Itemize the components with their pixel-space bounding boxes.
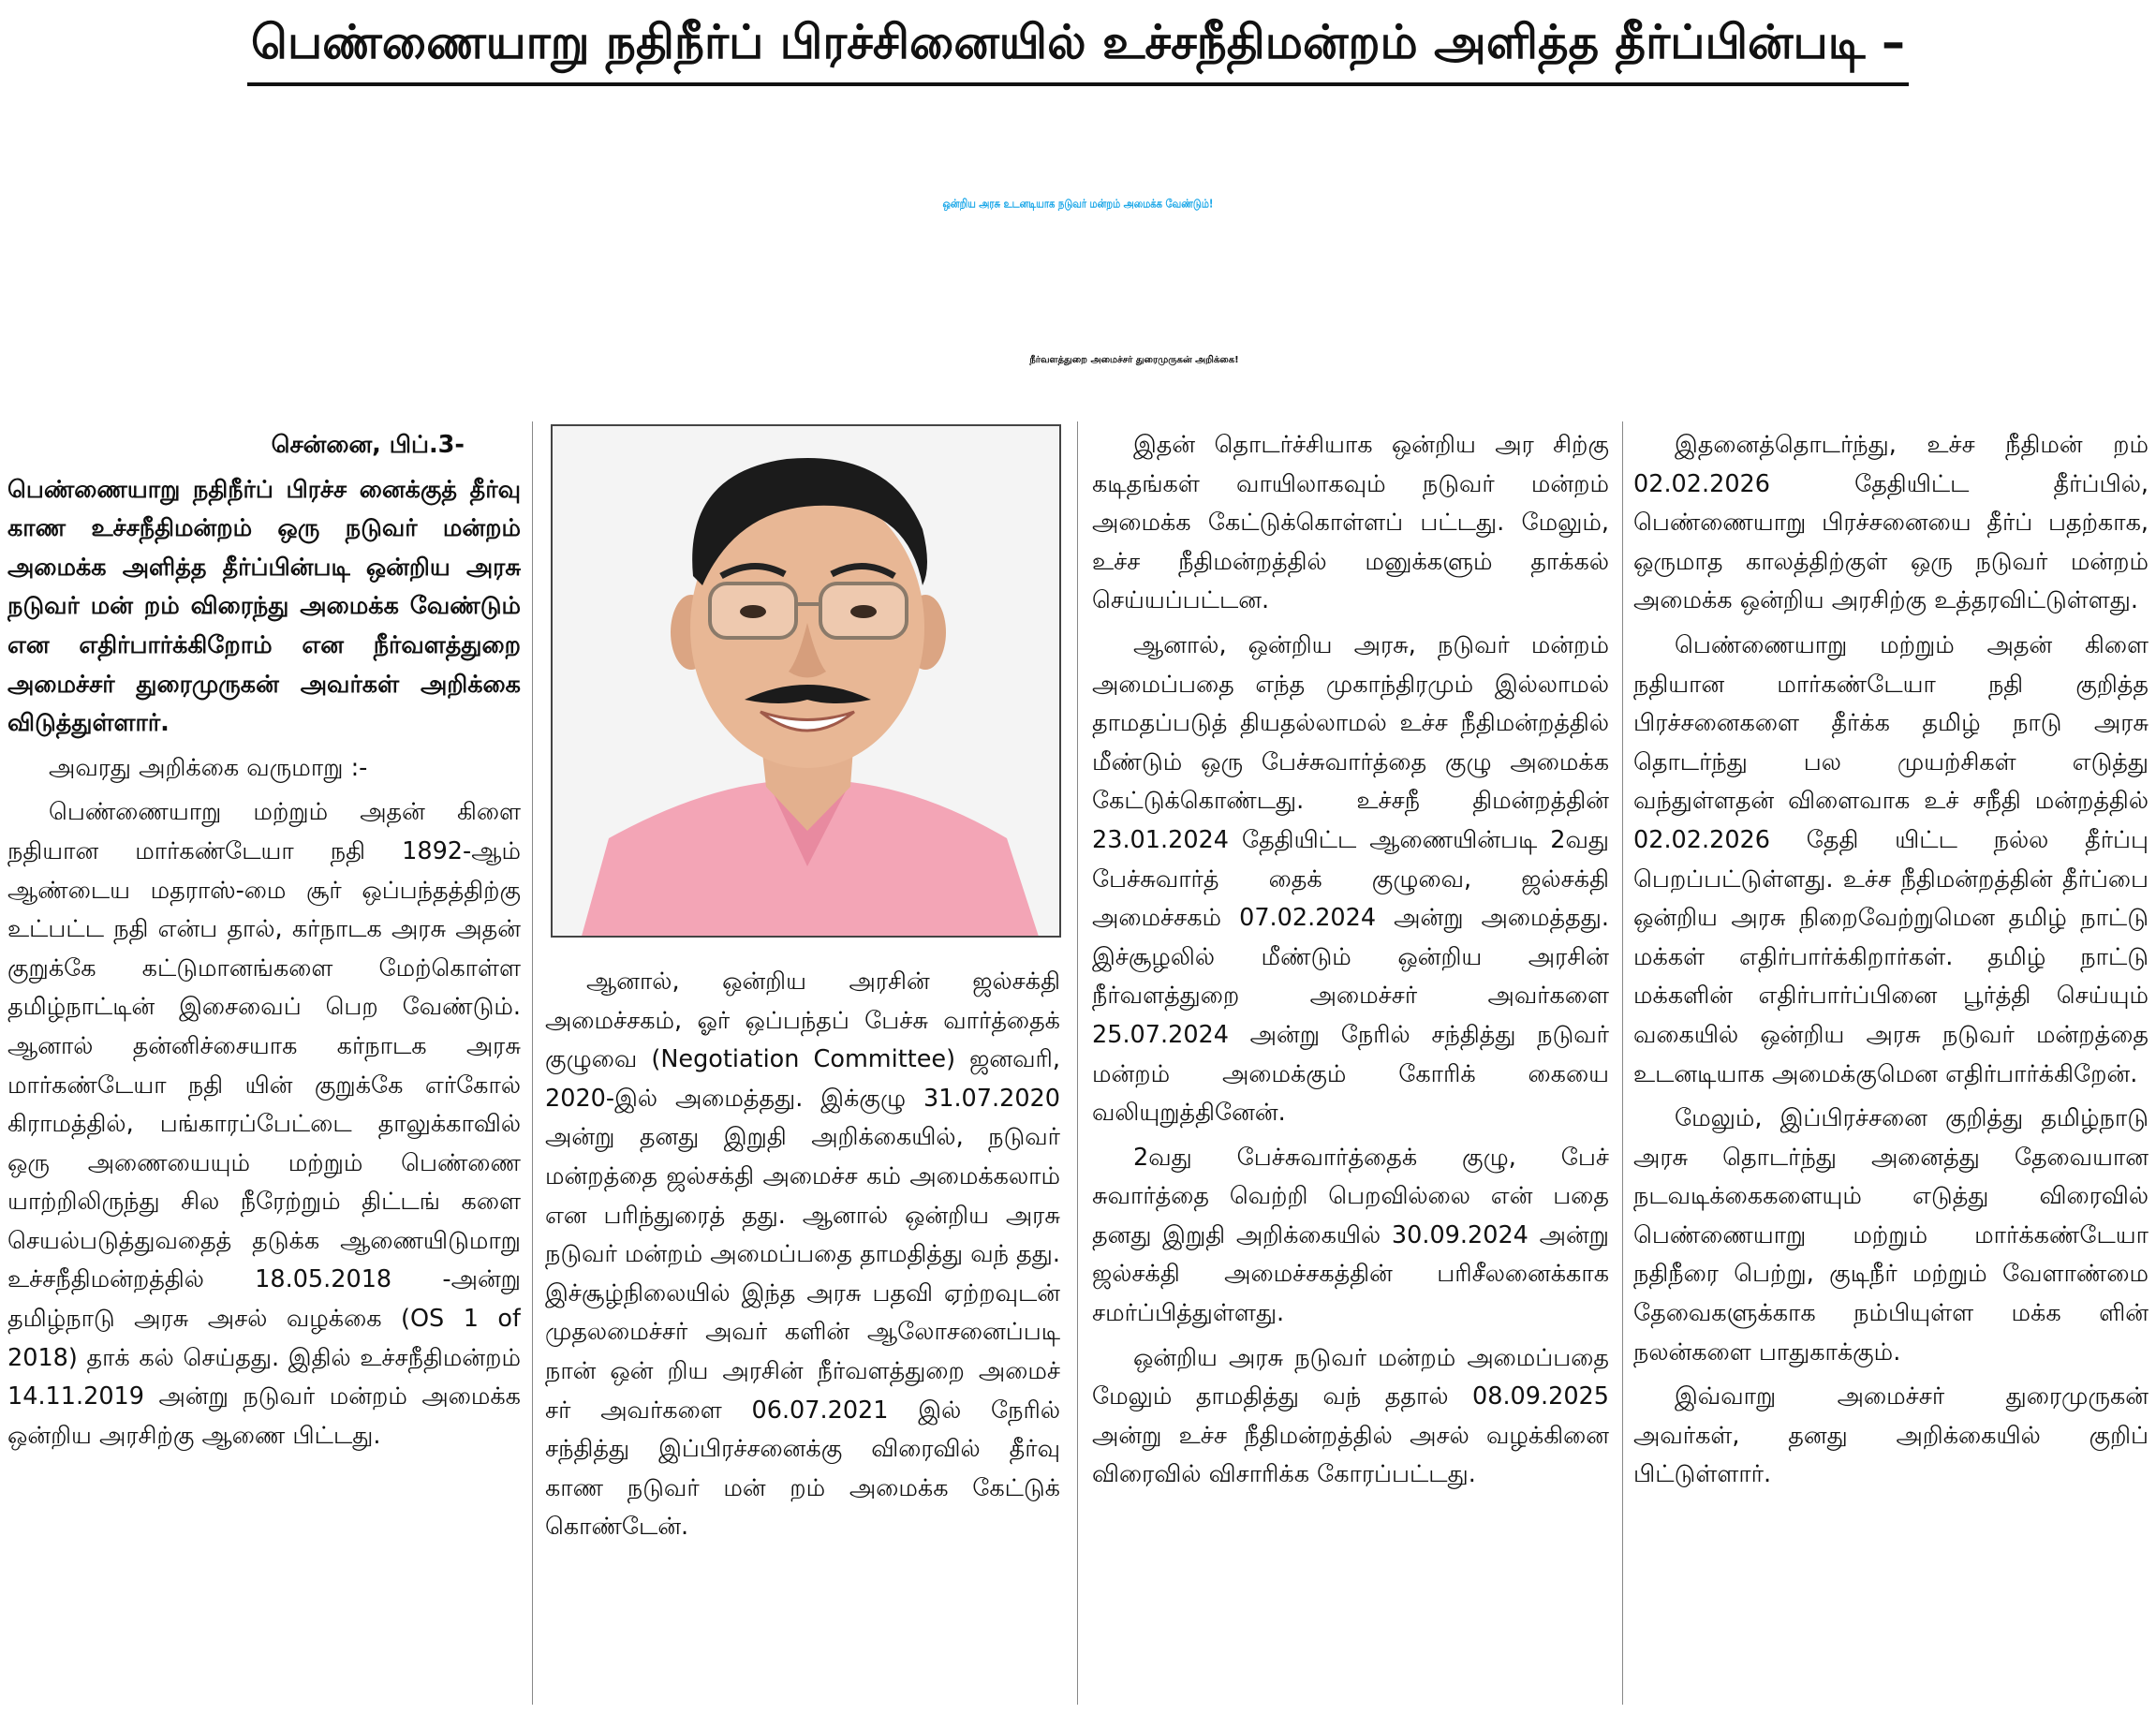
body-paragraph: மேலும், இப்பிரச்சனை குறித்து தமிழ்நாடு அரசு தொடர்ந்து அனைத்து தேவையான நடவடிக்கைகளையும் எடுத்து விரைவில் பெண்ணையாறு மற்றும் மார்க்கண்டேயா நதிநீரை பெற்று, குடிநீர் மற்றும் வேளாண்மை தேவைகளுக்காக நம்பியுள்ள மக்க ளின் நலன்களை பாதுகாக்கும். [1633, 1104, 2149, 1367]
lead-paragraph: பெண்ணையாறு நதிநீர்ப் பிரச்ச னைக்குத் தீர்வு காண உச்சநீதிமன்றம் ஒரு நடுவர் மன்றம் அமைக்க அளித்த தீர்ப்பின்படி ஒன்றிய அரசு நடுவர் மன் றம் விரைந்து அமைக்க வேண்டும் என எதிர்பார்க்கிறோம் என நீர்வளத்துறை அமைச்சர் துரைமுருகன் அவர்கள் அறிக்கை விடுத்துள்ளார். [7, 475, 521, 738]
body-paragraph: ஆனால், ஒன்றிய அரசின் ஜல்சக்தி அமைச்சகம், ஓர் ஒப்பந்தப் பேச்சு வார்த்தைக் குழுவை (Negotiation Committee) ஜனவரி, 2020-இல் அமைத்தது. இக்குழு 31.07.2020 அன்று தனது இறுதி அறிக்கையில், நடுவர் மன்றத்தை ஜல்சக்தி அமைச்ச கம் அமைக்கலாம் என பரிந்துரைத் தது. ஆனால் ஒன்றிய அரசு நடுவர் மன்றம் அமைப்பதை தாமதித்து வந் தது. இச்சூழ்நிலையில் இந்த அரசு பதவி ஏற்றவுடன் முதலமைச்சர் அவர் களின் ஆலோசனைப்படி நான் ஒன் றிய அரசின் நீர்வளத்துறை அமைச் சர் அவர்களை 06.07.2021 இல் நேரில் சந்தித்து இப்பிரச்சனைக்கு விரைவில் தீர்வு காண நடுவர் மன் றம் அமைக்க கேட்டுக் கொண்டேன். [545, 968, 1060, 1542]
kicker-line [0, 0, 2156, 103]
minister-portrait [551, 424, 1061, 938]
body-paragraph: 2வது பேச்சுவார்த்தைக் குழு, பேச் சுவார்த்தை வெற்றி பெறவில்லை என் பதை தனது இறுதி அறிக்கையில் 30.09.2024 அன்று ஜல்சக்தி அமைச்சகத்தின் பரிசீலனைக்காக சமர்ப்பித்துள்ளது. [1092, 1143, 1609, 1328]
column-divider [532, 421, 533, 1705]
column-divider [1077, 421, 1078, 1705]
body-paragraph: பெண்ணையாறு மற்றும் அதன் கிளை நதியான மார்கண்டேயா நதி 1892-ஆம் ஆண்டைய மதராஸ்-மை சூர் ஒப்பந்தத்திற்கு உட்பட்ட நதி என்ப தால், கர்நாடக அரசு அதன் குறுக்கே கட்டுமானங்களை மேற்கொள்ள தமிழ்நாட்டின் இசைவைப் பெற வேண்டும். ஆனால் தன்னிச்சையாக கர்நாடக அரசு மார்கண்டேயா நதி யின் குறுக்கே எர்கோல் கிராமத்தில், பங்காரப்பேட்டை தாலுக்காவில் ஒரு அணையையும் மற்றும் பெண்ணை யாற்றிலிருந்து சில நீரேற்றும் திட்டங் களை செயல்படுத்துவதைத் தடுக்க ஆணையிடுமாறு உச்சநீதிமன்றத்தில் 18.05.2018 -அன்று தமிழ்நாடு அரசு அசல் வழக்கை (OS 1 of 2018) தாக் கல் செய்தது. இதில் உச்சநீதிமன்றம் 14.11.2019 அன்று நடுவர் மன்றம் அமைக்க ஒன்றிய அரசிற்கு ஆணை பிட்டது. [7, 798, 521, 1450]
body-paragraph: இதன் தொடர்ச்சியாக ஒன்றிய அர சிற்கு கடிதங்கள் வாயிலாகவும் நடுவர் மன்றம் அமைக்க கேட்டுக்கொள்ளப் பட்டது. மேலும், உச்ச நீதிமன்றத்தில் மனுக்களும் தாக்கல் செய்யப்பட்டன. [1092, 431, 1609, 615]
article-column-4 [1633, 426, 2149, 1705]
body-paragraph: பெண்ணையாறு மற்றும் அதன் கிளை நதியான மார்கண்டேயா நதி குறித்த பிரச்சனைகளை தீர்க்க தமிழ் நாடு அரசு தொடர்ந்து பல முயற்சிகள் எடுத்து வந்துள்ளதன் விளைவாக உச் சநீதி மன்றத்தில் 02.02.2026 தேதி யிட்ட நல்ல தீர்ப்பு பெறப்பட்டுள்ளது. உச்ச நீதிமன்றத்தின் தீர்ப்பை ஒன்றிய அரசு நிறைவேற்றுமென தமிழ் நாட்டு மக்கள் எதிர்பார்க்கிறார்கள். தமிழ் நாட்டு மக்களின் எதிர்பார்ப்பினை பூர்த்தி செய்யும் வகையில் ஒன்றிய அரசு நடுவர் மன்றத்தை உடனடியாக அமைக்குமென எதிர்பார்க்கிறேன். [1633, 630, 2149, 1088]
kicker-text: பெண்ணையாறு நதிநீர்ப் பிரச்சினையில் உச்சநீதிமன்றம் அளித்த தீர்ப்பின்படி – [247, 0, 1909, 86]
column-divider [1622, 421, 1623, 1705]
body-paragraph: ஒன்றிய அரசு நடுவர் மன்றம் அமைப்பதை மேலும் தாமதித்து வந் ததால் 08.09.2025 அன்று உச்ச நீதிமன்றத்தில் அசல் வழக்கினை விரைவில் விசாரிக்க கோரப்பட்டது. [1092, 1343, 1609, 1489]
portrait-illustration [553, 426, 1061, 938]
dateline: சென்னை, பிப்.3- [271, 431, 465, 459]
body-paragraph: ஆனால், ஒன்றிய அரசு, நடுவர் மன்றம் அமைப்பதை எந்த முகாந்திரமும் இல்லாமல் தாமதப்படுத் தியதல்லாமல் உச்ச நீதிமன்றத்தில் மீண்டும் ஒரு பேச்சுவார்த்தை குழு அமைக்க கேட்டுக்கொண்டது. உச்சநீ திமன்றத்தின் 23.01.2024 தேதியிட்ட ஆணையின்படி 2வது பேச்சுவார்த் தைக் குழுவை, ஜல்சக்தி அமைச்சகம் 07.02.2024 அன்று அமைத்தது. இச்சூழலில் மீண்டும் ஒன்றிய அரசின் நீர்வளத்துறை அமைச்சர் அவர்களை 25.07.2024 அன்று நேரில் சந்தித்து நடுவர் மன்றம் அமைக்கும் கோரிக் கையை வலியுறுத்தினேன். [1092, 630, 1609, 1128]
article-column-1 [7, 426, 521, 1705]
intro-line: அவரது அறிக்கை வருமாறு :- [49, 753, 368, 782]
body-paragraph: இவ்வாறு அமைச்சர் துரைமுருகன் அவர்கள், தனது அறிக்கையில் குறிப் பிட்டுள்ளார். [1633, 1382, 2149, 1489]
subheadline: நீர்வளத்துறை அமைச்சர் துரைமுருகன் அறிக்கை! [1029, 355, 1239, 365]
headline: ஒன்றிய அரசு உடனடியாக நடுவர் மன்றம் அமைக்க வேண்டும்! [942, 198, 1214, 211]
article-column-2 [545, 963, 1060, 1705]
body-paragraph: இதனைத்தொடர்ந்து, உச்ச நீதிமன் றம் 02.02.2026 தேதியிட்ட தீர்ப்பில், பெண்ணையாறு பிரச்சனையை தீர்ப் பதற்காக, ஒருமாத காலத்திற்குள் ஒரு நடுவர் மன்றம் அமைக்க ஒன்றிய அரசிற்கு உத்தரவிட்டுள்ளது. [1633, 431, 2149, 615]
article-column-3 [1092, 426, 1609, 1705]
